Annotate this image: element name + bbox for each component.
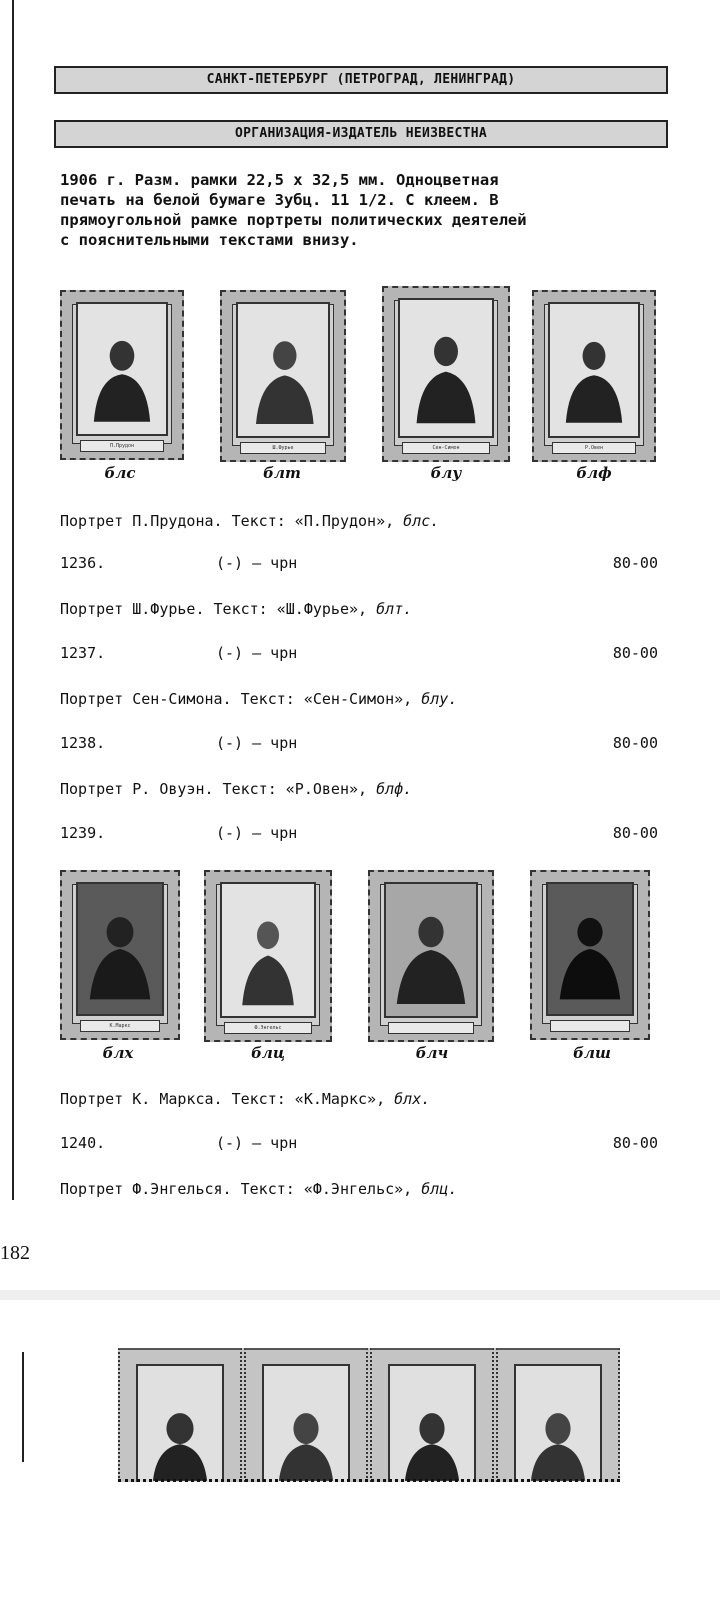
- portrait-icon: [372, 1350, 492, 1482]
- entry-number: 1237.: [60, 644, 106, 662]
- entry-price: 80-00: [612, 824, 658, 842]
- entry-number: 1238.: [60, 734, 106, 752]
- entry-description: Портрет Сен-Симона. Текст: «Сен-Симон», блу.: [60, 690, 458, 708]
- stamp-image: [220, 290, 346, 462]
- entry-price: 80-00: [612, 554, 658, 572]
- publisher-banner: ОРГАНИЗАЦИЯ-ИЗДАТЕЛЬ НЕИЗВЕСТНА: [54, 120, 668, 148]
- entry-color: (-) – чрн: [216, 554, 298, 572]
- stamp-code: блу: [430, 464, 462, 482]
- stamp-image: [60, 870, 180, 1040]
- stamp-strip: [118, 1348, 620, 1482]
- stamp-caption: П.Прудон: [80, 440, 164, 452]
- margin-rule: [12, 0, 14, 1200]
- stamp-code: блт: [263, 464, 301, 482]
- intro-line: 1906 г. Разм. рамки 22,5 х 32,5 мм. Одноцветная: [60, 171, 499, 189]
- portrait-icon: [222, 884, 314, 1016]
- entry-row: [60, 554, 658, 574]
- entry-description: Портрет К. Маркса. Текст: «К.Маркс», блх.: [60, 1090, 431, 1108]
- portrait-icon: [238, 304, 328, 436]
- entry-color: (-) – чрн: [216, 824, 298, 842]
- page-separator: [0, 1290, 720, 1300]
- stamp-caption: К.Маркс: [80, 1020, 160, 1032]
- stamp-code: блч: [415, 1044, 449, 1062]
- portrait-icon: [548, 884, 632, 1014]
- entry-description: Портрет Ш.Фурье. Текст: «Ш.Фурье», блт.: [60, 600, 413, 618]
- entry-description: Портрет Ф.Энгелься. Текст: «Ф.Энгельс», блц.: [60, 1180, 458, 1198]
- stamp-image: [60, 290, 184, 460]
- perforation: [118, 1473, 620, 1482]
- strip-stamp: [370, 1348, 494, 1482]
- entry-color: (-) – чрн: [216, 1134, 298, 1152]
- portrait-icon: [120, 1350, 240, 1482]
- margin-rule: [22, 1352, 24, 1462]
- stamp-caption: Р.Овен: [552, 442, 636, 454]
- portrait-icon: [386, 884, 476, 1016]
- intro-paragraph: [60, 170, 670, 250]
- strip-stamp: [118, 1348, 242, 1482]
- catalog-page-next: [0, 1300, 720, 1600]
- portrait-icon: [550, 304, 638, 436]
- stamp-caption: [550, 1020, 630, 1032]
- entry-number: 1240.: [60, 1134, 106, 1152]
- intro-line: печать на белой бумаге Зубц. 11 1/2. С клеем. В: [60, 191, 499, 209]
- stamp-code: блф: [576, 464, 612, 482]
- stamp-code: блш: [573, 1044, 611, 1062]
- entry-color: (-) – чрн: [216, 734, 298, 752]
- stamp-image: [532, 290, 656, 462]
- portrait-icon: [78, 304, 166, 434]
- intro-line: с пояснительными текстами внизу.: [60, 231, 359, 249]
- stamp-caption: Ф.Энгельс: [224, 1022, 312, 1034]
- stamp-image: [382, 286, 510, 462]
- entry-price: 80-00: [612, 1134, 658, 1152]
- portrait-icon: [498, 1350, 618, 1482]
- entry-row: [60, 734, 658, 754]
- strip-stamp: [244, 1348, 368, 1482]
- entry-description: Портрет П.Прудона. Текст: «П.Прудон», блс.: [60, 512, 440, 530]
- stamp-caption: [388, 1022, 474, 1034]
- entry-number: 1239.: [60, 824, 106, 842]
- stamp-image: [368, 870, 494, 1042]
- portrait-icon: [400, 300, 492, 436]
- entry-price: 80-00: [612, 734, 658, 752]
- entry-color: (-) – чрн: [216, 644, 298, 662]
- stamp-code: блс: [104, 464, 136, 482]
- entry-description: Портрет Р. Овуэн. Текст: «Р.Овен», блф.: [60, 780, 413, 798]
- entry-row: [60, 1134, 658, 1154]
- stamp-image: [204, 870, 332, 1042]
- stamp-caption: Ш.Фурье: [240, 442, 326, 454]
- intro-line: прямоугольной рамке портреты политических деятелей: [60, 211, 527, 229]
- strip-stamp: [496, 1348, 620, 1482]
- stamp-caption: Сен-Симон: [402, 442, 490, 454]
- entry-row: [60, 824, 658, 844]
- city-banner: САНКТ-ПЕТЕРБУРГ (ПЕТРОГРАД, ЛЕНИНГРАД): [54, 66, 668, 94]
- entry-price: 80-00: [612, 644, 658, 662]
- stamp-image: [530, 870, 650, 1040]
- page-number: 182: [0, 1242, 30, 1264]
- stamp-code: блц: [251, 1044, 285, 1062]
- portrait-icon: [78, 884, 162, 1014]
- stamp-code: блх: [102, 1044, 134, 1062]
- entry-number: 1236.: [60, 554, 106, 572]
- portrait-icon: [246, 1350, 366, 1482]
- entry-row: [60, 644, 658, 664]
